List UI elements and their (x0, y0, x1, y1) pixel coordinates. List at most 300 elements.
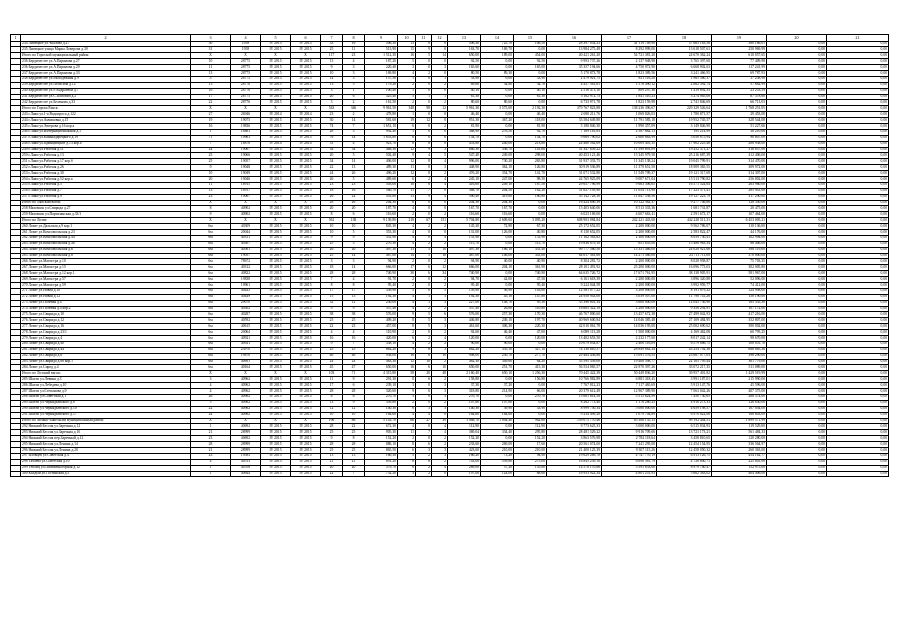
table-cell: 40644 (231, 471, 261, 477)
table-cell: 905,30 (365, 430, 398, 436)
table-cell: 6 (343, 94, 365, 100)
table-cell: 18 909 365,55 (657, 165, 712, 171)
table-cell: 18 (321, 265, 343, 271)
table-cell: 24 (321, 171, 343, 177)
table-cell: 147,80 (514, 294, 547, 300)
table-cell: 28775 (231, 76, 261, 82)
table-cell: 331,40 (514, 247, 547, 253)
table-cell: 19 121 317,69 (657, 171, 712, 177)
table-cell: 0,00 (767, 271, 827, 277)
table-cell: 650,00 (448, 365, 481, 371)
table-cell: 6 (416, 389, 432, 395)
table-cell: 406,00 (365, 159, 398, 165)
table-cell: 4 (432, 235, 448, 241)
table-cell: 0,00 (767, 70, 827, 76)
table-cell: 0,00 (827, 171, 889, 177)
table-cell: IV 2015 (261, 224, 291, 230)
table-cell: IV 2015 (291, 259, 321, 265)
table-cell: 33,90 (514, 406, 547, 412)
table-cell: 1 681 731,87 (657, 206, 712, 212)
table-cell: 9 773 625,33 (547, 424, 602, 430)
table-cell: 20 379 612,49 (547, 389, 602, 395)
table-cell: 152,20 (365, 436, 398, 442)
table-cell: 17,60 (514, 442, 547, 448)
address-cell: 240 Бердичесэте ул.Р.Андраевой д.7 (21, 88, 191, 94)
column-number-cell: 2 (21, 35, 191, 42)
table-cell: 1 823 389,56 (602, 70, 657, 76)
table-cell: 1 079 704,89 (602, 412, 657, 418)
table-cell: 10 (432, 353, 448, 359)
table-cell: 2 (432, 259, 448, 265)
table-cell: 40921 (231, 336, 261, 342)
table-cell: 165,60 (448, 65, 481, 71)
table-cell: 14 (343, 265, 365, 271)
table-cell: 561 (321, 218, 343, 224)
table-cell: 30 (321, 118, 343, 124)
table-cell: 0 (416, 88, 432, 94)
table-cell: 29 464 436,86 (547, 353, 602, 359)
table-cell: 417 216,00 (712, 312, 767, 318)
table-cell: IV 2015 (291, 247, 321, 253)
table-cell: 13 (191, 188, 231, 194)
table-cell: 4 (191, 389, 231, 395)
address-cell: 269 Лозит ул.Магистра д.57 (21, 277, 191, 283)
table-cell: 1 (398, 88, 416, 94)
table-cell: IV 2015 (261, 383, 291, 389)
table-cell: IV 2015 (291, 306, 321, 312)
address-cell: 290 Шахти ул.Чернядьевского д.10 (21, 406, 191, 412)
table-cell: 40708 (231, 465, 261, 471)
table-cell: 11 (398, 165, 416, 171)
table-cell: 17 (343, 288, 365, 294)
table-cell: 11 599 691,09 (602, 147, 657, 153)
table-cell: 8 (398, 459, 416, 465)
table-cell: 5 515 624,99 (602, 394, 657, 400)
table-cell: 106,50 (514, 41, 547, 47)
address-cell: 281 Лозит ул.Свирида д.44 (21, 347, 191, 353)
table-cell: 650,00 (365, 365, 398, 371)
table-cell: 3 (343, 70, 365, 76)
column-number-cell: 6 (291, 35, 321, 42)
table-cell: 37,20 (481, 383, 514, 389)
table-cell: 31 627 195,90 (547, 188, 602, 194)
table-cell: 3 (398, 394, 416, 400)
table-cell: 0,00 (827, 224, 889, 230)
table-cell: 229 329 526,64 (657, 106, 712, 112)
table-cell: 11 (191, 182, 231, 188)
table-cell: 3 (432, 294, 448, 300)
table-cell: IV 2015 (291, 182, 321, 188)
table-cell: 30 (398, 271, 416, 277)
table-cell: IV 2015 (261, 465, 291, 471)
table-cell: 0,00 (767, 442, 827, 448)
table-cell: 12 (398, 159, 416, 165)
table-cell: 25 (321, 430, 343, 436)
address-cell: 262 Лозит ул.Комсомольская д.44 (21, 235, 191, 241)
table-cell: 0,00 (767, 230, 827, 236)
table-cell: 40561 (231, 247, 261, 253)
table-cell: 146,00 (481, 253, 514, 259)
table-cell: 12 (398, 359, 416, 365)
address-cell: 247 г.Ляки ул.Канькадарецкого д.19 (21, 135, 191, 141)
address-cell: 276 Лозит ул.Свирида д.12 (21, 318, 191, 324)
table-cell: 0,00 (827, 294, 889, 300)
table-cell: 6м (191, 224, 231, 230)
table-cell: 120 280,00 (712, 436, 767, 442)
table-cell: 75 703,35 (712, 259, 767, 265)
table-cell: 368,90 (448, 129, 481, 135)
table-cell: 336 564,97 (712, 442, 767, 448)
table-cell: 415,30 (514, 365, 547, 371)
table-cell: 3 149 846,90 (657, 123, 712, 129)
table-cell: 11 054 713,96 (602, 188, 657, 194)
table-cell: 6м (191, 271, 231, 277)
table-cell: 3 095,20 (514, 218, 547, 224)
table-cell: 6 (398, 123, 416, 129)
table-cell: 50 449 836,20 (602, 371, 657, 377)
table-cell: 28 (321, 442, 343, 448)
table-cell: 2 (432, 306, 448, 312)
table-cell: 2 (432, 377, 448, 383)
table-cell: 0,00 (827, 76, 889, 82)
table-cell: 161,50 (365, 100, 398, 106)
table-cell: IV 2015 (291, 271, 321, 277)
table-cell: 6 (416, 377, 432, 383)
address-cell: 241 Бердичесэте ул.С.Попович д.2 (21, 94, 191, 100)
table-cell: 489,60 (365, 176, 398, 182)
table-cell: 0 (432, 112, 448, 118)
table-cell: 169,80 (365, 70, 398, 76)
column-number-cell: 11 (416, 35, 432, 42)
table-cell: 19066 (231, 153, 261, 159)
table-row (11, 471, 889, 477)
table-cell: 651 855,00 (602, 241, 657, 247)
table-cell: 6 881 318,45 (602, 377, 657, 383)
table-cell: 423,60 (448, 447, 481, 453)
table-cell: IV 2015 (261, 312, 291, 318)
table-cell: 23 253,59 (712, 88, 767, 94)
table-cell: 3 200 000,00 (602, 288, 657, 294)
table-cell: 0,00 (767, 41, 827, 47)
table-cell: 2 (432, 442, 448, 448)
table-cell: 92,50 (448, 59, 481, 65)
table-cell: 1 (343, 88, 365, 94)
table-cell: 0 (432, 129, 448, 135)
table-cell: 4 (398, 235, 416, 241)
table-cell: 164,60 (481, 412, 514, 418)
table-cell: 40309 (231, 224, 261, 230)
table-cell: 0,00 (827, 123, 889, 129)
table-cell: 5 (343, 230, 365, 236)
table-cell: 6 (416, 265, 432, 271)
table-cell: 352 807,00 (712, 318, 767, 324)
table-cell: 16 (343, 188, 365, 194)
table-cell: 0 (416, 230, 432, 236)
address-cell: 239 Бердичесэте ул.Пеласича д.12 (21, 82, 191, 88)
table-body (11, 35, 889, 477)
table-cell: 74 412,00 (712, 283, 767, 289)
column-number-cell: 7 (321, 35, 343, 42)
table-cell: IV 2015 (261, 241, 291, 247)
table-cell: 13 618 507,61 (657, 47, 712, 53)
table-cell: 0,00 (827, 359, 889, 365)
table-cell: 579,70 (365, 465, 398, 471)
table-cell: IV 2015 (261, 430, 291, 436)
table-cell: 2 (416, 453, 432, 459)
address-cell: 285 Шахти ул.Левина д.3 (21, 377, 191, 383)
table-cell: 1 (432, 76, 448, 82)
table-cell: 0,00 (767, 359, 827, 365)
table-cell: 0,00 (767, 447, 827, 453)
table-cell: 107 464,00 (712, 212, 767, 218)
table-cell: 11 (398, 188, 416, 194)
table-cell: 0 (416, 283, 432, 289)
table-cell: X (191, 106, 231, 112)
table-cell: 10 (191, 171, 231, 177)
address-cell: 275 Лозит ул.Свирида д.10 (21, 312, 191, 318)
table-cell: 9 (398, 347, 416, 353)
table-cell: 0,00 (514, 200, 547, 206)
table-cell: IV 2015 (291, 147, 321, 153)
table-cell: 27 499 042,93 (657, 312, 712, 318)
table-cell: 3 039 507,00 (602, 294, 657, 300)
table-cell: 19 629 269,70 (547, 453, 602, 459)
table-cell: 1 419 892,33 (657, 88, 712, 94)
table-cell: 64,20 (514, 359, 547, 365)
table-cell: 0 (416, 330, 432, 336)
table-cell: 44 176,00 (712, 230, 767, 236)
table-cell: X (191, 200, 231, 206)
table-cell: 0,00 (481, 394, 514, 400)
table-cell: IV 2015 (261, 288, 291, 294)
table-cell: 1 965 560,37 (657, 76, 712, 82)
table-cell: 6м (191, 341, 231, 347)
table-cell: 5 961,30 (448, 106, 481, 112)
table-cell: 9 307 115,26 (602, 447, 657, 453)
table-cell: 923,70 (365, 141, 398, 147)
column-number-cell: 17 (602, 35, 657, 42)
table-cell: 0,00 (827, 47, 889, 53)
table-cell: 192,30 (448, 294, 481, 300)
table-cell: IV 2015 (261, 76, 291, 82)
table-cell: 23 (191, 436, 231, 442)
table-cell: 3 (432, 394, 448, 400)
table-cell: 168 603,00 (712, 412, 767, 418)
table-cell: 167,70 (481, 206, 514, 212)
table-cell: 6м (191, 241, 231, 247)
table-cell: 845,30 (365, 224, 398, 230)
table-cell: IV 2015 (291, 377, 321, 383)
table-cell: 19 045 799,91 (657, 159, 712, 165)
table-cell: 204,30 (448, 200, 481, 206)
table-cell: 19 952 745,57 (657, 118, 712, 124)
table-cell: IV 2015 (261, 194, 291, 200)
table-cell: 18917 (231, 188, 261, 194)
table-cell: 454 162,77 (712, 453, 767, 459)
table-cell: 0 (416, 259, 432, 265)
table-cell: 116,60 (481, 212, 514, 218)
table-cell: 6 913 126,75 (657, 453, 712, 459)
table-cell: 14 036 195,00 (602, 324, 657, 330)
table-cell: 19 836 679,10 (547, 241, 602, 247)
table-cell: 0,00 (827, 230, 889, 236)
address-cell: 299 Теплиц ул.Пшеничногорная д.12 (21, 465, 191, 471)
table-cell: 809 297,36 (602, 88, 657, 94)
table-cell: 9 (398, 389, 416, 395)
table-cell: 13 (343, 453, 365, 459)
table-cell: 3 (432, 406, 448, 412)
table-cell: 1 (398, 112, 416, 118)
table-cell: 3 863 576,98 (547, 436, 602, 442)
table-cell: 166,10 (481, 247, 514, 253)
table-cell: 0,00 (481, 283, 514, 289)
table-cell: 6 733 971,78 (547, 100, 602, 106)
table-cell: 0,00 (827, 82, 889, 88)
table-cell: 20044 (231, 230, 261, 236)
table-cell: 251,70 (481, 365, 514, 371)
table-cell: 502,40 (365, 153, 398, 159)
table-cell: IV 2015 (261, 41, 291, 47)
table-cell: 29 453,08 (712, 112, 767, 118)
table-cell: 10 (321, 412, 343, 418)
table-cell: 46,40 (514, 112, 547, 118)
table-cell: 328 544,08 (712, 118, 767, 124)
table-cell: 26 (321, 194, 343, 200)
address-cell: 261 Лозит ул.Комсомольская д.23 (21, 230, 191, 236)
table-cell: 9 961,50 (365, 106, 398, 112)
table-cell: 24 (343, 194, 365, 200)
table-cell: X (231, 53, 261, 59)
table-cell: 10 (343, 224, 365, 230)
table-cell: 40164 (231, 365, 261, 371)
table-cell: 16 424 890,39 (547, 200, 602, 206)
table-cell: 40592 (231, 318, 261, 324)
table-cell: 0 (416, 123, 432, 129)
table-cell: 54 721 381,20 (602, 53, 657, 59)
table-cell: IV 2015 (261, 336, 291, 342)
table-cell: 90,00 (481, 341, 514, 347)
table-cell: 25 (321, 347, 343, 353)
table-cell: 25 (321, 318, 343, 324)
table-cell: IV 2015 (261, 70, 291, 76)
table-cell: 29 657 796,99 (547, 182, 602, 188)
table-cell: 327,10 (514, 347, 547, 353)
table-cell: IV 2015 (291, 459, 321, 465)
table-cell: 0,00 (767, 106, 827, 112)
table-cell: 196 (321, 418, 343, 424)
table-cell: 7 063 042,26 (657, 389, 712, 395)
table-cell: 80,60 (481, 100, 514, 106)
table-cell: 2 200 000,00 (602, 230, 657, 236)
table-cell: 6 (416, 365, 432, 371)
table-cell: 478,80 (365, 112, 398, 118)
table-cell: X (191, 371, 231, 377)
table-cell: 0,00 (767, 412, 827, 418)
table-cell: 2 160,40 (448, 371, 481, 377)
table-cell: 40962 (231, 406, 261, 412)
table-cell: 0,00 (767, 371, 827, 377)
table-cell: 23 (343, 182, 365, 188)
table-cell: 39 957 401,82 (657, 371, 712, 377)
table-cell: 71 (191, 135, 231, 141)
table-cell: 2 200 000,00 (602, 277, 657, 283)
table-cell: 0,00 (827, 436, 889, 442)
address-cell: 268 Лозит ул.Магистра д.12 кор.1 (21, 271, 191, 277)
table-cell: 220,40 (365, 65, 398, 71)
table-cell: 22 (191, 406, 231, 412)
table-cell: 9 669 790,02 (547, 135, 602, 141)
table-cell: 13 (321, 59, 343, 65)
table-cell: 0,00 (767, 436, 827, 442)
table-cell: 167,50 (514, 182, 547, 188)
table-cell: 92,60 (448, 330, 481, 336)
table-cell: 163,70 (448, 47, 481, 53)
table-cell: IV 2015 (291, 294, 321, 300)
table-cell: 0,00 (481, 88, 514, 94)
table-cell: 19961 (231, 135, 261, 141)
table-cell: 13 402 653,50 (547, 336, 602, 342)
table-cell: IV 2014 (261, 112, 291, 118)
table-cell: IV 2015 (291, 400, 321, 406)
column-number-cell: 14 (481, 35, 514, 42)
table-cell: X (291, 200, 321, 206)
address-cell: 244 г.Ляки ул.Анчиковка д.15 (21, 118, 191, 124)
table-cell: 90 807,00 (712, 135, 767, 141)
table-cell: 0,00 (827, 247, 889, 253)
table-cell: 160,30 (365, 453, 398, 459)
table-cell: 17 (321, 383, 343, 389)
table-cell: 12 454 154,95 (657, 442, 712, 448)
table-cell: 2 (398, 400, 416, 406)
table-cell: 6м (191, 283, 231, 289)
table-cell: 6 (343, 394, 365, 400)
table-cell: 169,70 (481, 47, 514, 53)
table-cell: 2 232 177,60 (602, 336, 657, 342)
table-cell: IV 2015 (261, 147, 291, 153)
table-cell: 2 587 662,13 (602, 129, 657, 135)
table-cell: 28 481 529,22 (547, 430, 602, 436)
table-cell: 37,30 (448, 383, 481, 389)
column-number-cell: 20 (767, 35, 827, 42)
table-cell: 2 300 000,00 (602, 235, 657, 241)
table-cell: 446,80 (448, 318, 481, 324)
table-cell: 0 (416, 206, 432, 212)
table-cell: 404 406,00 (712, 471, 767, 477)
table-cell: 11 791 585,18 (602, 118, 657, 124)
table-cell: IV 2015 (261, 389, 291, 395)
table-cell: 40921 (231, 341, 261, 347)
table-cell: 2 (432, 436, 448, 442)
table-cell: IV 2015 (261, 235, 291, 241)
address-cell: 260 Лозит ул.Дальская д.9 кор.1 (21, 224, 191, 230)
table-cell: 3 (321, 259, 343, 265)
table-cell: 0,00 (767, 312, 827, 318)
table-cell: 650,10 (481, 371, 514, 377)
table-cell: 43 254 792,36 (657, 347, 712, 353)
table-cell: 0,00 (767, 365, 827, 371)
table-cell: 4 (432, 336, 448, 342)
table-cell: 338,10 (365, 341, 398, 347)
table-cell: 367,20 (481, 118, 514, 124)
table-cell: 152 975,00 (712, 465, 767, 471)
table-cell: 360 166,01 (712, 41, 767, 47)
table-cell: 0,00 (827, 394, 889, 400)
table-cell: 7 117 465,69 (602, 383, 657, 389)
table-cell: 35 595 339,00 (547, 359, 602, 365)
table-cell: IV 2015 (261, 277, 291, 283)
table-cell: 468,30 (365, 147, 398, 153)
table-cell: IV 2015 (291, 41, 321, 47)
